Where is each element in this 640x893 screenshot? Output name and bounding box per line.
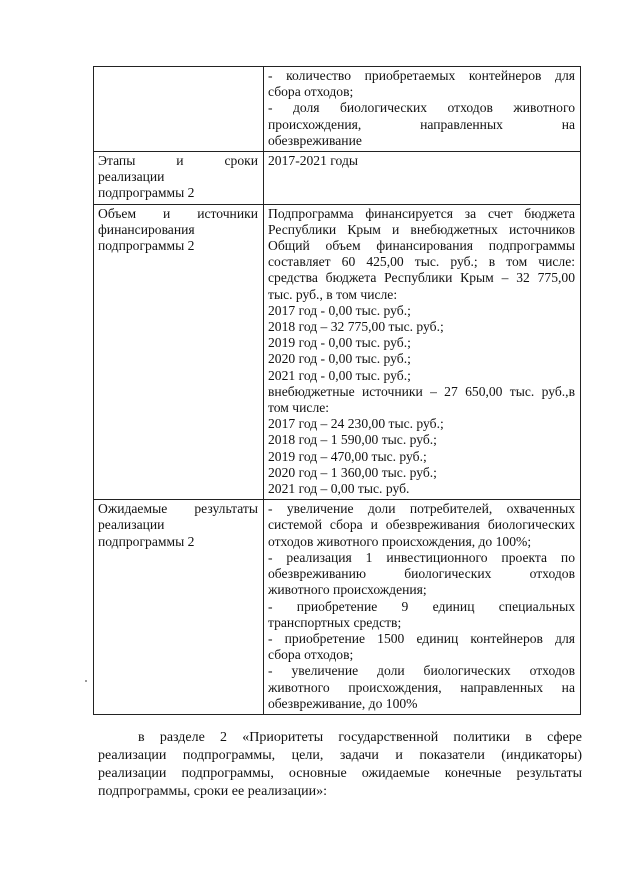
body-paragraph [98,729,582,801]
subprogram-passport-table [93,66,581,715]
text-line: отходов животного происхождения, до 100%; [268,533,532,549]
text-line: обезвреживание [268,132,362,148]
text-line: - приобретение 9 единиц специальных [268,598,575,614]
text-line: - реализация 1 инвестиционного проекта по [268,549,575,565]
text-line: 2021 год - 0,00 тыс. руб.; [268,367,411,383]
text-line: подпрограммы 2 [98,185,195,201]
cell-empty [94,67,264,152]
cell-finance-label [94,204,264,500]
text-line: подпрограммы 2 [98,238,195,254]
text-line: 2019 год – 470,00 тыс. руб.; [268,448,427,464]
text-line: - увеличение доли потребителей, охваченных [268,501,575,517]
text-line: 2017 год - 0,00 тыс. руб.; [268,302,411,318]
text-line: Общий объем финансирования подпрограммы [268,238,575,254]
text-line: сбора отходов; [268,647,354,663]
text-line: обезвреживание, до 100% [268,695,418,711]
table-row-stages [94,152,581,205]
text-line: реализации [98,517,165,533]
cell-indicators-continued [264,67,581,152]
text-line: Этапы и сроки [98,153,258,169]
table-row-finance [94,204,581,500]
text-line: финансирования [98,221,195,237]
table-row-continuation [94,67,581,152]
text-line: - количество приобретаемых контейнеров для [268,68,575,83]
text-line: 2017 год – 24 230,00 тыс. руб.; [268,416,444,432]
table-row-results [94,500,581,715]
text-line: 2020 год - 0,00 тыс. руб.; [268,351,411,367]
text-line: 2019 год - 0,00 тыс. руб.; [268,335,411,351]
text-line: 2020 год – 1 360,00 тыс. руб.; [268,464,437,480]
text-line: сбора отходов; [268,84,354,100]
paragraph-line: подпрограммы, сроки ее реализации»: [98,784,328,799]
cell-results-label [94,500,264,715]
text-line: обезвреживанию биологических отходов [268,566,575,582]
text-line: том числе: [268,400,330,416]
text-line: 2018 год – 32 775,00 тыс. руб.; [268,319,444,335]
text-line: 2021 год – 0,00 тыс. руб. [268,481,410,497]
text-line: животного происхождения; [268,582,427,598]
cell-stages-value [264,152,581,205]
text-line: составляет 60 425,00 тыс. руб.; в том числе: [268,254,575,270]
cell-results-value [264,500,581,715]
text-line: Объем и источники [98,205,258,221]
text-line: - увеличение доли биологических отходов [268,663,575,679]
text-line: происхождения, направленных на [268,116,575,132]
text-line: транспортных средств; [268,614,402,630]
text-line: системой сбора и обезвреживания биологических [268,517,575,533]
text-line: Республики Крым и внебюджетных источников [268,221,575,237]
paragraph-line: в разделе 2 «Приоритеты государственной политики в сфере [138,730,582,745]
paragraph-line: реализации подпрограммы, цели, задачи и показатели (индикаторы) [98,748,582,763]
text-line: 2017-2021 годы [268,153,358,169]
text-line: - доля биологических отходов животного [268,100,575,116]
text-line: средства бюджета Республики Крым – 32 775,00 [268,270,575,286]
cell-finance-value [264,204,581,500]
cell-stages-label [94,152,264,205]
text-line: Ожидаемые результаты [98,501,258,517]
text-line: подпрограммы 2 [98,533,195,549]
paragraph-line: реализации подпрограммы, основные ожидаемые конечные результаты [98,766,582,781]
scan-artifact [85,680,87,682]
text-line: - приобретение 1500 единиц контейнеров для [268,630,575,646]
text-line: реализации [98,169,165,185]
text-line: тыс. руб., в том числе: [268,286,398,302]
text-line: животного происхождения, направленных на [268,679,575,695]
text-line: внебюджетные источники – 27 650,00 тыс. руб.,в [268,383,575,399]
text-line: Подпрограмма финансируется за счет бюджета [268,205,575,221]
text-line: 2018 год – 1 590,00 тыс. руб.; [268,432,437,448]
